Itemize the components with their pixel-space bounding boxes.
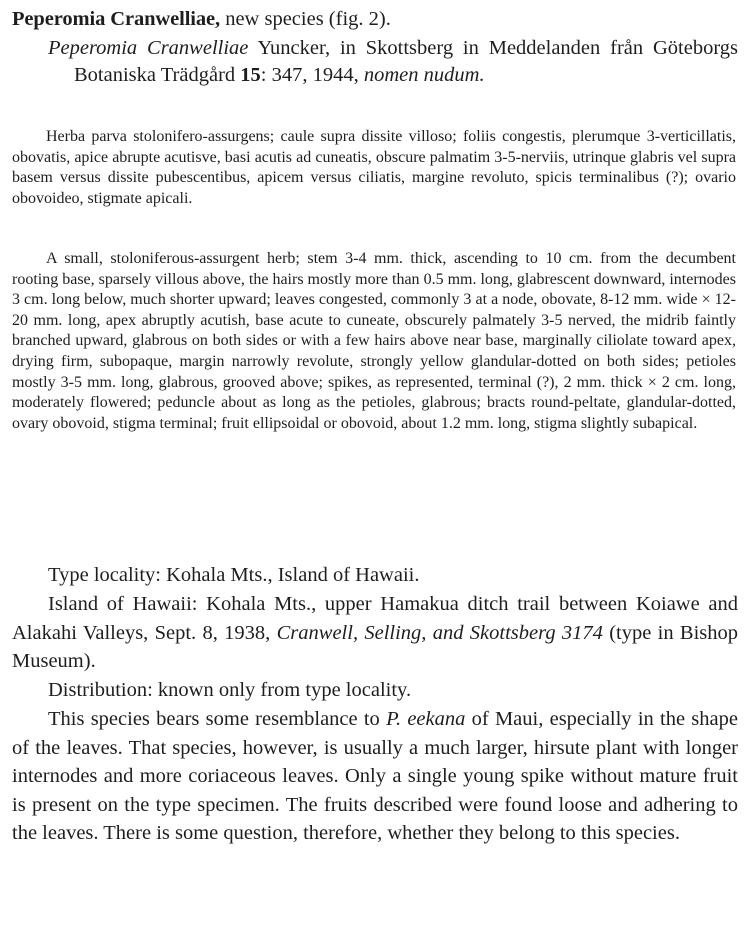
type-locality: Type locality: Kohala Mts., Island of Hawaii. bbox=[48, 564, 420, 586]
latin-description: Herba parva stolonifero-assurgens; caule supra dissite villoso; foliis congestis, plerumque 3-verticillatis, obovatis, apice abrupte acutisve, basi acutis ad cuneatis, obscure palmatim 3-5-nerviis, utrinque glabris vel supra basem versus dissite pubescentibus, apicem versus ciliatis, margine revoluto, spicis terminalibus (?); ovario obovoideo, stigmate apicali. bbox=[12, 128, 736, 207]
citation-status: nomen nudum. bbox=[363, 64, 485, 86]
remarks-species: P. eekana bbox=[386, 708, 466, 730]
specimen-citation bbox=[12, 590, 738, 676]
remarks-before: This species bears some resemblance to bbox=[48, 708, 387, 730]
specimen-herbarium: (type in Bishop Museum). bbox=[12, 621, 738, 672]
species-name: Peperomia Cranwelliae, bbox=[12, 8, 221, 30]
specimen-collectors: Cranwell, Selling, and Skottsberg 3174 bbox=[276, 621, 603, 644]
citation-species-name: Peperomia Cranwelliae bbox=[48, 37, 249, 59]
english-description: A small, stoloniferous-assurgent herb; stem 3-4 mm. thick, ascending to 10 cm. from the decumbent rooting base, sparsely villous above, the hairs mostly more than 0.5 mm. long, glabrescent downward, internodes 3 cm. long below, much shorter upward; leaves congested, commonly 3 at a node, obovate, 8-12 mm. wide × 12-20 mm. long, apex abruptly acutish, base acute to cuneate, obscurely palmately 3-5 nerved, the midrib faintly branched upward, glabrous on both sides or with a few hairs above near base, marginally ciliolate toward apex, drying firm, subopaque, margin narrowly revolute, strongly yellow glandular-dotted on both sides; petioles mostly 3-5 mm. long, glabrous, grooved above; spikes, as represented, terminal (?), 2 mm. thick × 2 cm. long, moderately flowered; peduncle about as long as the petioles, glabrous; bracts round-peltate, glandular-dotted, ovary obovoid, stigma terminal; fruit ellipsoidal or obovoid, about 1.2 mm. long, stigma slightly subapical. bbox=[12, 250, 736, 432]
literature-citation bbox=[48, 35, 738, 89]
specimen-locality: Island of Hawaii: Kohala Mts., upper Hamakua ditch trail between Koiawe and Alakahi Valleys, Sept. 8, 1938, bbox=[12, 593, 738, 644]
citation-author: Yuncker, in Skottsberg in Meddelanden från Göteborgs Botaniska Trädgård bbox=[74, 37, 739, 86]
species-note: new species (fig. 2). bbox=[220, 8, 391, 30]
remarks-after: of Maui, especially in the shape of the leaves. That species, however, is usually a much larger, hirsute plant with longer internodes and more coriaceous leaves. Only a single young spike without mature fruit is present on the type specimen. The fruits described were found loose and adhering to the leaves. There is some question, therefore, whether they belong to this species. bbox=[12, 708, 738, 844]
remarks bbox=[12, 705, 738, 848]
species-heading bbox=[12, 6, 742, 33]
citation-text bbox=[48, 35, 738, 89]
distribution: Distribution: known only from type locality. bbox=[48, 679, 412, 701]
citation-volume: 15 bbox=[240, 64, 261, 86]
citation-pages: : 347, 1944, bbox=[260, 64, 364, 86]
